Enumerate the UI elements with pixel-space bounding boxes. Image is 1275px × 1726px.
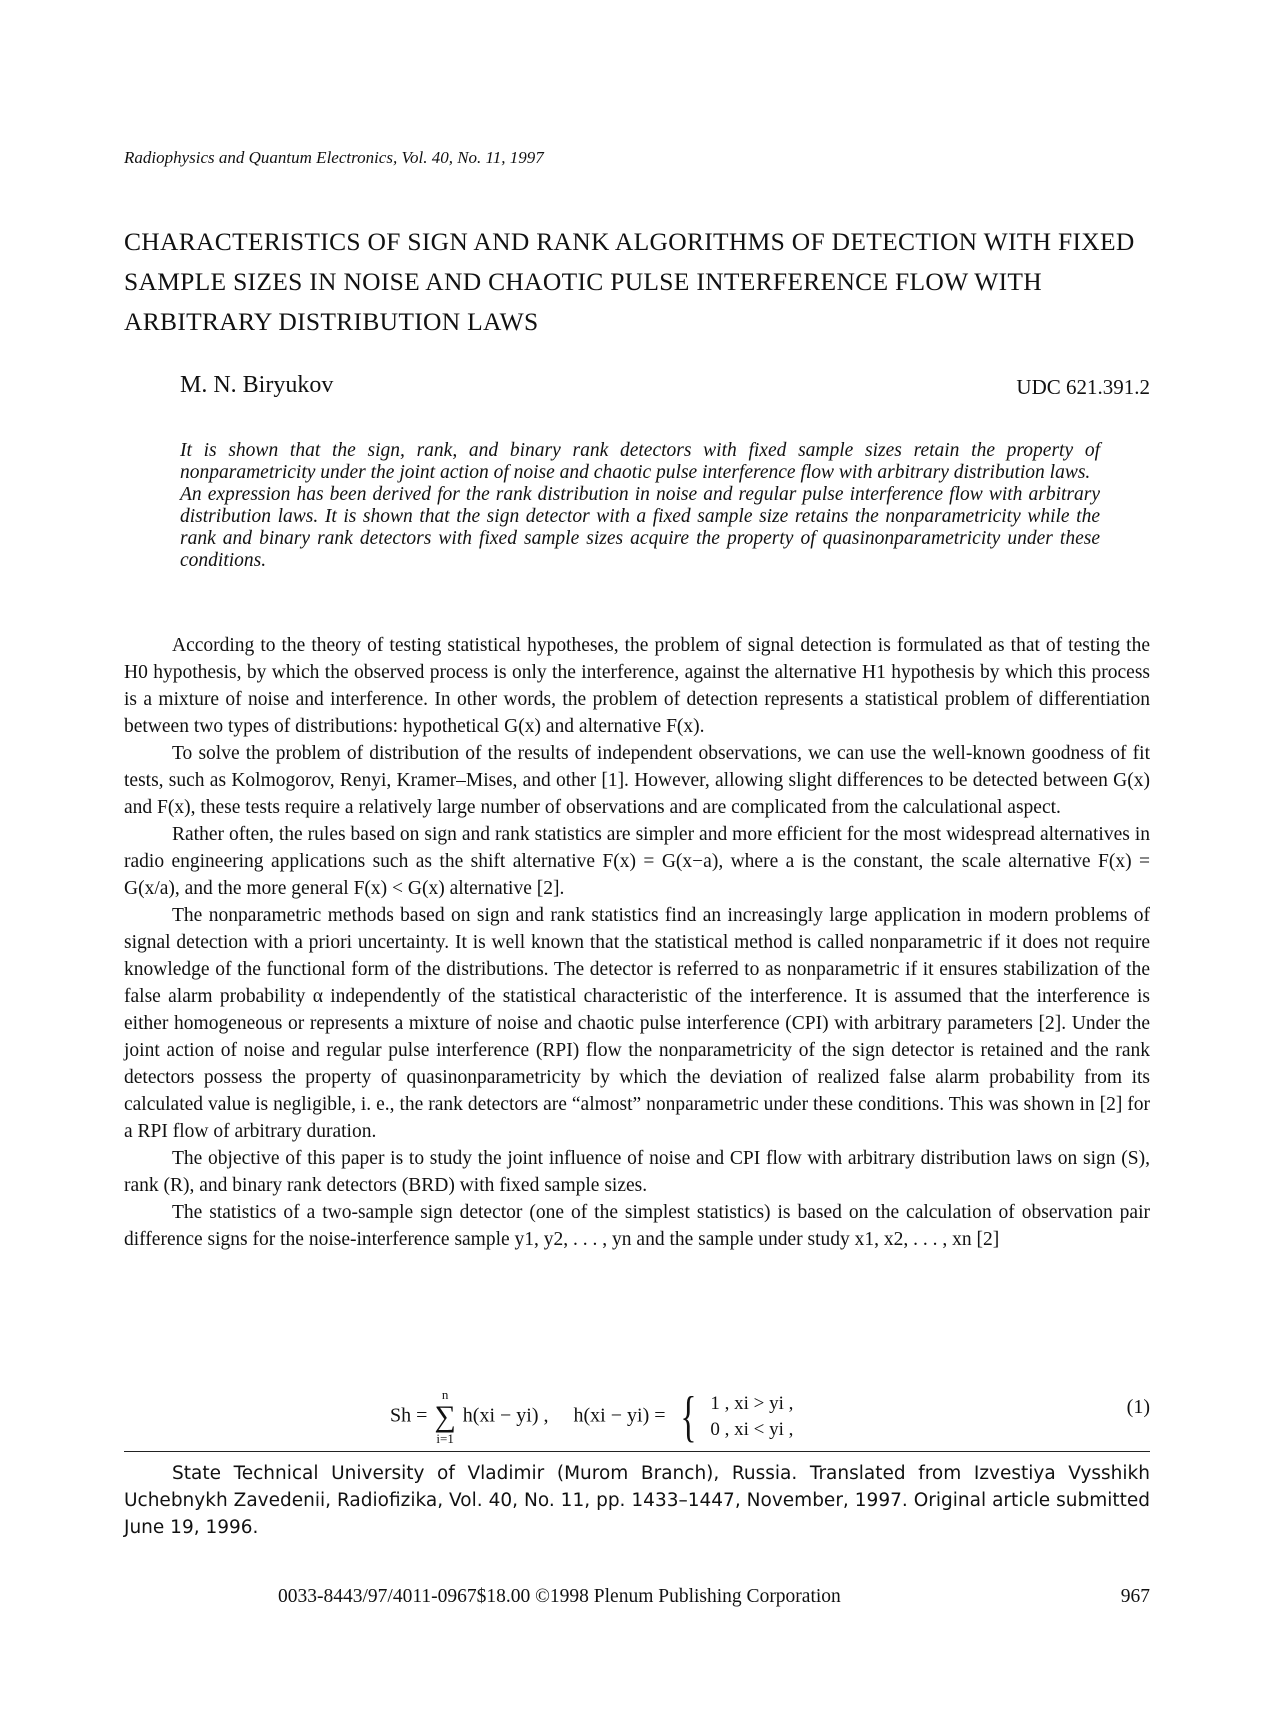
body-paragraph: The nonparametric methods based on sign and rank statistics find an increasingly large application in modern problems of signal detection with a priori uncertainty. It is well known that the statistical method is called nonparametric if it does not require knowledge of the functional form of the distributions. The detector is referred to as nonparametric if it ensures stabilization of the false alarm probability α independently of the statistical characteristic of the interference. It is assumed that the interference is either homogeneous or represents a mixture of noise and chaotic pulse interference (CPI) with arbitrary parameters [2]. Under the joint action of noise and regular pulse interference (RPI) flow the nonparametricity of the sign detector is retained and the rank detectors possess the property of quasinonparametricity by which the deviation of realized false alarm probability from its calculated value is negligible, i. e., the rank detectors are “almost” nonparametric under these conditions. This was shown in [2] for a RPI flow of arbitrary duration.	[124, 905, 1150, 1142]
equation-number: (1)	[1126, 1396, 1150, 1418]
abstract-paragraph: An expression has been derived for the rank distribution in noise and regular pulse interference flow with arbitrary distribution laws. It is shown that the sign detector with a fixed sample size retains the nonparametricity while the rank and binary rank detectors with fixed sample sizes acquire the property of quasinonparametricity under these conditions.	[180, 484, 1100, 571]
affiliation-footnote: State Technical University of Vladimir (Murom Branch), Russia. Translated from Izvestiya Vysshikh Uchebnykh Zavedenii, Radiofizika, Vol. 40, No. 11, pp. 1433–1447, November, 1997. Original article submitted June 19, 1996.	[124, 1463, 1150, 1538]
sum-upper-limit: n	[441, 1387, 449, 1402]
body-paragraph: The statistics of a two-sample sign detector (one of the simplest statistics) is based on the calculation of observation pair difference signs for the noise-interference sample y1, y2, . . . , yn and the sample under study x1, x2, . . . , xn [2]	[124, 1202, 1150, 1250]
paper-title: CHARACTERISTICS OF SIGN AND RANK ALGORITHMS OF DETECTION WITH FIXED SAMPLE SIZES IN NOISE AND CHAOTIC PULSE INTERFERENCE FLOW WITH ARBITRARY DISTRIBUTION LAWS	[124, 227, 1135, 336]
case-1: 1 , xi > yi ,	[710, 1393, 794, 1414]
equation-term: h(xi − yi) ,	[462, 1404, 549, 1427]
abstract	[180, 440, 1100, 572]
publisher-footer: 0033-8443/97/4011-0967$18.00 ©1998 Plenum Publishing Corporation	[278, 1586, 841, 1607]
body-paragraph: According to the theory of testing statistical hypotheses, the problem of signal detection is formulated as that of testing the H0 hypothesis, by which the observed process is only the interference, against the alternative H1 hypothesis by which this process is a mixture of noise and interference. In other words, the problem of detection represents a statistical problem of differentiation between two types of distributions: hypothetical G(x) and alternative F(x).	[124, 635, 1150, 737]
body-paragraph: To solve the problem of distribution of the results of independent observations, we can use the well-known goodness of fit tests, such as Kolmogorov, Renyi, Kramer–Mises, and other [1]. However, allowing slight differences to be detected between G(x) and F(x), these tests require a relatively large number of observations and are complicated from the calculational aspect.	[124, 743, 1150, 818]
sum-lower-limit: i=1	[436, 1431, 454, 1446]
equation-1	[124, 1370, 1150, 1448]
body-paragraph: Rather often, the rules based on sign and rank statistics are simpler and more efficient for the most widespread alternatives in radio engineering applications such as the shift alternative F(x) = G(x−a), where a is the constant, the scale alternative F(x) = G(x/a), and the more general F(x) < G(x) alternative [2].	[124, 824, 1150, 899]
body-text	[124, 632, 1150, 1253]
journal-header: Radiophysics and Quantum Electronics, Vol. 40, No. 11, 1997	[124, 148, 544, 167]
case-2: 0 , xi < yi ,	[710, 1419, 794, 1440]
author: M. N. Biryukov	[180, 372, 334, 398]
cases	[710, 1391, 793, 1443]
abstract-paragraph: It is shown that the sign, rank, and binary rank detectors with fixed sample sizes retain the property of nonparametricity under the joint action of noise and chaotic pulse interference flow with arbitrary distribution laws.	[180, 440, 1100, 483]
definition-lhs: h(xi − yi) =	[573, 1404, 666, 1427]
equation-body	[390, 1388, 793, 1446]
page-number: 967	[1120, 1586, 1150, 1607]
brace-symbol: {	[679, 1386, 697, 1448]
equation-lhs: Sh =	[390, 1404, 428, 1427]
summation-symbol: n ∑ i=1	[434, 1387, 456, 1446]
footnote-divider	[124, 1451, 1150, 1452]
udc-code: UDC 621.391.2	[1016, 375, 1150, 399]
body-paragraph: The objective of this paper is to study the joint influence of noise and CPI flow with arbitrary distribution laws on sign (S), rank (R), and binary rank detectors (BRD) with fixed sample sizes.	[124, 1148, 1150, 1196]
